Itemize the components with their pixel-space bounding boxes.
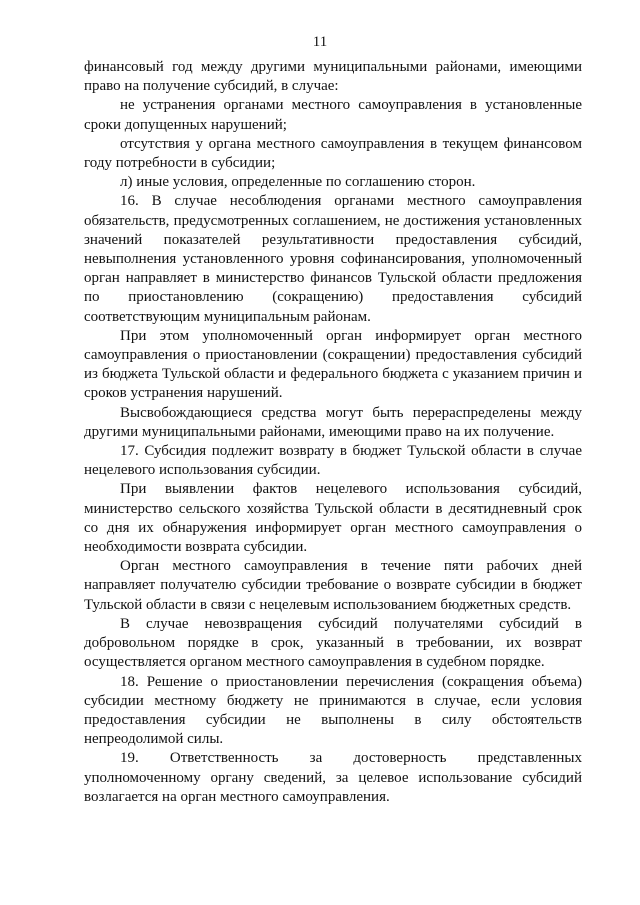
paragraph-item: л) иные условия, определенные по соглашению сторон. bbox=[120, 174, 476, 191]
page-number: 11 bbox=[312, 34, 328, 50]
paragraph-item: В случае невозвращения субсидий получателями субсидий в добровольном порядке в срок, указанный в требовании, их возврат осуществляется органом местного самоуправления в судебном порядке. bbox=[84, 615, 582, 671]
document-body bbox=[84, 58, 582, 807]
paragraph-item: Орган местного самоуправления в течение пяти рабочих дней направляет получателю субсидии требование о возврате субсидии в бюджет Тульской области в связи с нецелевым использованием бюджетных средств. bbox=[84, 558, 582, 613]
paragraph-clause-19: 19. Ответственность за достоверность представленных уполномоченному органу сведений, за целевое использование субсидий возлагается на орган местного самоуправления. bbox=[84, 750, 582, 805]
paragraph-clause-16: 16. В случае несоблюдения органами местного самоуправления обязательств, предусмотренных соглашением, не достижения установленных значений показателей результативности предоставления субсидий, невыполнения установленного уровня софинансирования, уполномоченный орган направляет в министерство финансов Тульской области предложения по приостановлению (сокращению) предоставления субсидий соответствующим муниципальным районам. bbox=[84, 193, 582, 325]
paragraph-clause-18: 18. Решение о приостановлении перечисления (сокращения объема) субсидии местному бюджету не принимаются в случае, если условия предоставления субсидии не выполнены в силу обстоятельств непреодолимой силы. bbox=[84, 673, 582, 748]
paragraph-item: отсутствия у органа местного самоуправления в текущем финансовом году потребности в субсидии; bbox=[84, 135, 582, 172]
paragraph-clause-17: 17. Субсидия подлежит возврату в бюджет Тульской области в случае нецелевого использования субсидии. bbox=[84, 443, 582, 479]
paragraph-item: При этом уполномоченный орган информирует орган местного самоуправления о приостановлении (сокращении) предоставления субсидий из бюджета Тульской области и федерального бюджета с указанием причин и сроков устранения нарушений. bbox=[84, 327, 582, 402]
paragraph-item: При выявлении фактов нецелевого использования субсидий, министерство сельского хозяйства Тульской области в десятидневный срок со дня их обнаружения информирует орган местного самоуправления о необходимости возврата субсидии. bbox=[84, 481, 582, 556]
paragraph-item: не устранения органами местного самоуправления в установленные сроки допущенных нарушений; bbox=[84, 97, 582, 133]
paragraph-continuation: финансовый год между другими муниципальными районами, имеющими право на получение субсидий, в случае: bbox=[84, 59, 582, 95]
paragraph-item: Высвобождающиеся средства могут быть перераспределены между другими муниципальными районами, имеющими право на их получение. bbox=[84, 404, 582, 440]
